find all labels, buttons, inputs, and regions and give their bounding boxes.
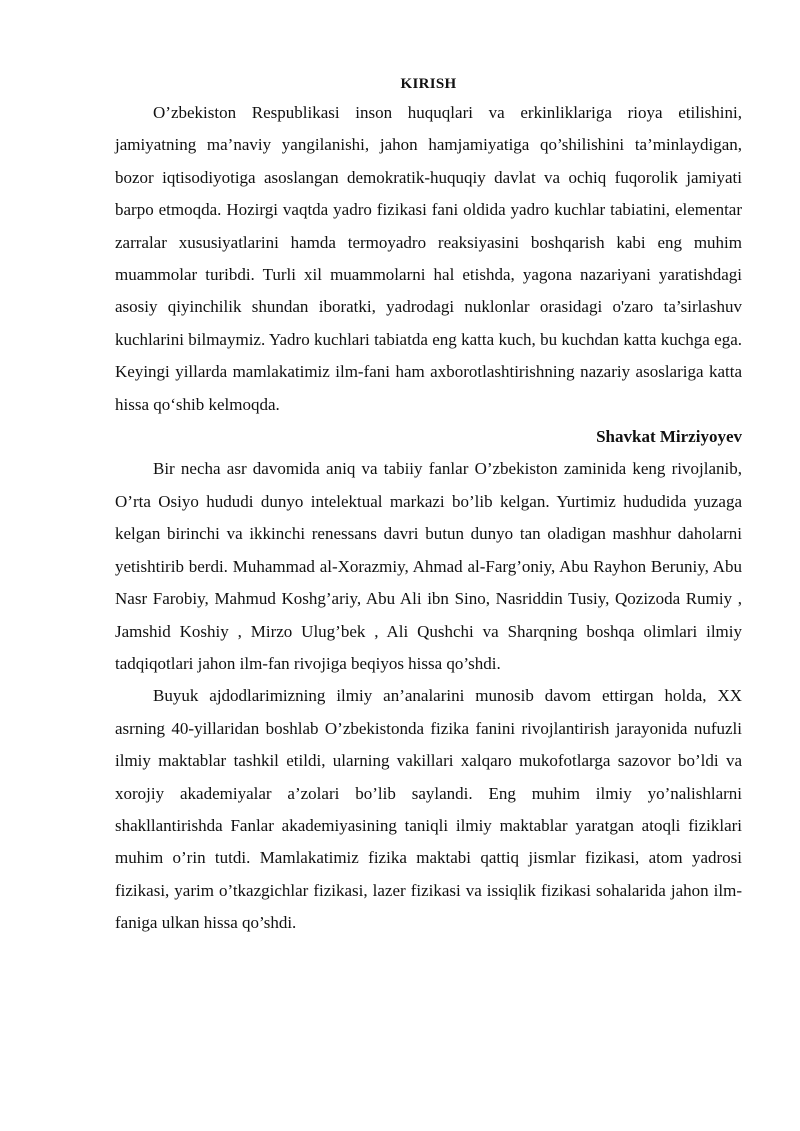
body-paragraph-1: Bir necha asr davomida aniq va tabiiy fanlar O’zbekiston zaminida keng rivojlanib, O’rta Osiyo hududi dunyo intelektual markazi bo’lib kelgan. Yurtimiz hududida yuzaga kelgan birinchi va ikkinchi renessans davri butun dunyo tan oladigan mashhur daholarni yetishtirib berdi. Muhammad al-Xorazmiy, Ahmad al-Farg’oniy, Abu Rayhon Beruniy, Abu Nasr Farobiy, Mahmud Koshg’ariy, Abu Ali ibn Sino, Nasriddin Tusiy, Qozizoda Rumiy , Jamshid Koshiy , Mirzo Ulug’bek , Ali Qushchi va Sharqning boshqa olimlari ilmiy tadqiqotlari jahon ilm-fan rivojiga beqiyos hissa qo’shdi. bbox=[115, 459, 742, 673]
page-title: KIRISH bbox=[400, 76, 457, 92]
body-paragraph-2: Buyuk ajdodlarimizning ilmiy an’analarini munosib davom ettirgan holda, XX asrning 40-yillaridan boshlab O’zbekistonda fizika fanini rivojlantirish jarayonida nufuzli ilmiy maktablar tashkil etildi, ularning vakillari xalqaro mukofotlarga sazovor bo’ldi va xorojiy akademiyalar a’zolari bo’lib saylandi. Eng muhim ilmiy yo’nalishlarni shakllantirishda Fanlar akademiyasining taniqli ilmiy maktablar yaratgan atoqli fiziklari muhim o’rin tutdi. Mamlakatimiz fizika maktabi qattiq jismlar fizikasi, atom yadrosi fizikasi, yarim o’tkazgichlar fizikasi, lazer fizikasi va issiqlik fizikasi sohalarida jahon ilm-faniga ulkan hissa qo’shdi. bbox=[115, 686, 742, 933]
document-page bbox=[115, 75, 742, 940]
epigraph-paragraph: O’zbekiston Respublikasi inson huquqlari va erkinliklariga rioya etilishini, jamiyatning ma’naviy yangilanishi, jahon hamjamiyatiga qo’shilishini ta’minlaydigan, bozor iqtisodiyotiga asoslangan demokratik-huquqiy davlat va ochiq fuqorolik jamiyati barpo etmoqda. Hozirgi vaqtda yadro fizikasi fani oldida yadro kuchlar tabiatini, elementar zarralar xususiyatlarini hamda termoyadro reaksiyasini boshqarish kabi eng muhim muammolar turibdi. Turli xil muammolarni hal etishda, yagona nazariyani yaratishdagi asosiy qiyinchilik shundan iboratki, yadrodagi nuklonlar orasidagi o'zaro ta’sirlashuv kuchlarini bilmaymiz. Yadro kuchlari tabiatda eng katta kuch, bu kuchdan katta kuchga ega. Keyingi yillarda mamlakatimiz ilm-fani ham axborotlashtirishning nazariy asoslariga katta hissa qo‘shib kelmoqda. bbox=[115, 103, 742, 414]
epigraph-author: Shavkat Mirziyoyev bbox=[596, 427, 742, 447]
